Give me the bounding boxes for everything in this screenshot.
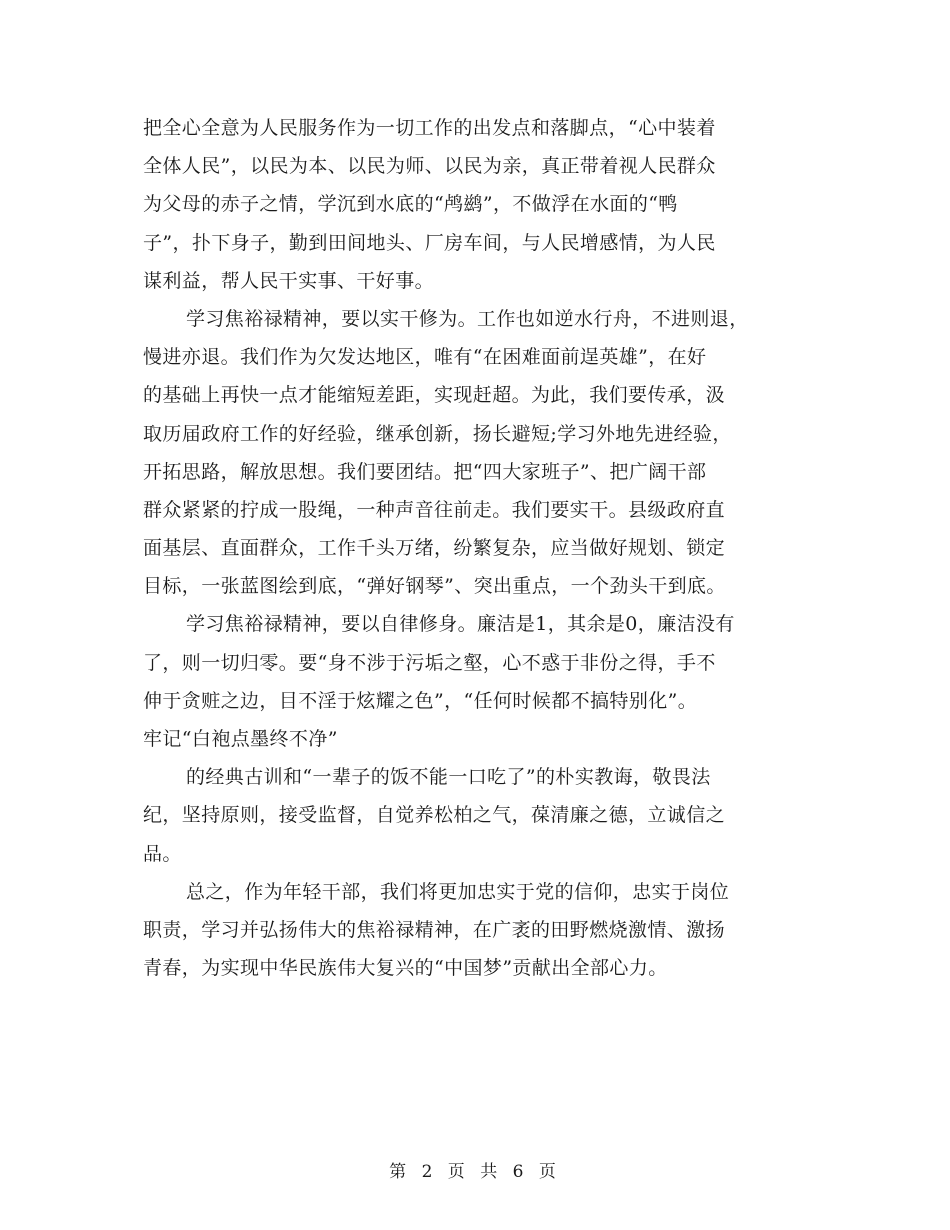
text-line: 牢记“白袍点墨终不净”	[143, 728, 338, 750]
text-line: 群众紧紧的拧成一股绳，一种声音往前走。我们要实干。县级政府直	[143, 498, 726, 521]
text-line: 职责，学习并弘扬伟大的焦裕禄精神，在广袤的田野燃烧激情、激扬	[143, 918, 726, 941]
text-line: 的经典古训和“一辈子的饭不能一口吃了”的朴实教诲，敬畏法	[186, 766, 711, 789]
text-line: 的基础上再快一点才能缩短差距，实现赶超。为此，我们要传承，汲	[143, 384, 726, 407]
text-line: 纪，坚持原则，接受监督，自觉养松柏之气，葆清廉之德，立诚信之	[143, 804, 726, 827]
text-line: 学习焦裕禄精神，要以自律修身。廉洁是1，其余是0，廉洁没有	[186, 613, 735, 636]
text-line: 目标，一张蓝图绘到底，“弹好钢琴”、突出重点，一个劲头干到底。	[143, 575, 726, 598]
text-line: 子”，扑下身子，勤到田间地头、厂房车间，与人民增感情，为人民	[143, 231, 716, 254]
text-line: 青春，为实现中华民族伟大复兴的“中国梦”贡献出全部心力。	[143, 957, 668, 980]
text-line: 伸于贪赃之边，目不淫于炫耀之色”，“任何时候都不搞特别化”。	[143, 689, 698, 712]
text-line: 把全心全意为人民服务作为一切工作的出发点和落脚点，“心中装着	[143, 117, 716, 139]
text-line: 慢进亦退。我们作为欠发达地区，唯有“在困难面前逞英雄”，在好	[143, 346, 707, 369]
text-line: 取历届政府工作的好经验，继承创新，扬长避短;学习外地先进经验，	[143, 422, 732, 445]
page-footer: 第 2 页 共 6 页	[389, 1162, 561, 1182]
text-line: 学习焦裕禄精神，要以实干修为。工作也如逆水行舟，不进则退，	[186, 307, 749, 330]
document-body	[143, 109, 813, 987]
text-line: 全体人民”，以民为本、以民为师、以民为亲，真正带着视人民群众	[143, 155, 716, 178]
text-line: 品。	[143, 842, 182, 865]
text-line: 开拓思路，解放思想。我们要团结。把“四大家班子”、把广阔干部	[143, 460, 707, 483]
text-line: 面基层、直面群众，工作千头万绪，纷繁复杂，应当做好规划、锁定	[143, 537, 726, 560]
text-line: 谋利益，帮人民干实事、干好事。	[143, 269, 435, 292]
text-line: 为父母的赤子之情，学沉到水底的“鸬鹚”，不做浮在水面的“鸭	[143, 193, 678, 216]
text-line: 总之，作为年轻干部，我们将更加忠实于党的信仰，忠实于岗位	[186, 880, 730, 903]
text-line: 了，则一切归零。要“身不涉于污垢之壑，心不惑于非份之得，手不	[143, 651, 716, 674]
